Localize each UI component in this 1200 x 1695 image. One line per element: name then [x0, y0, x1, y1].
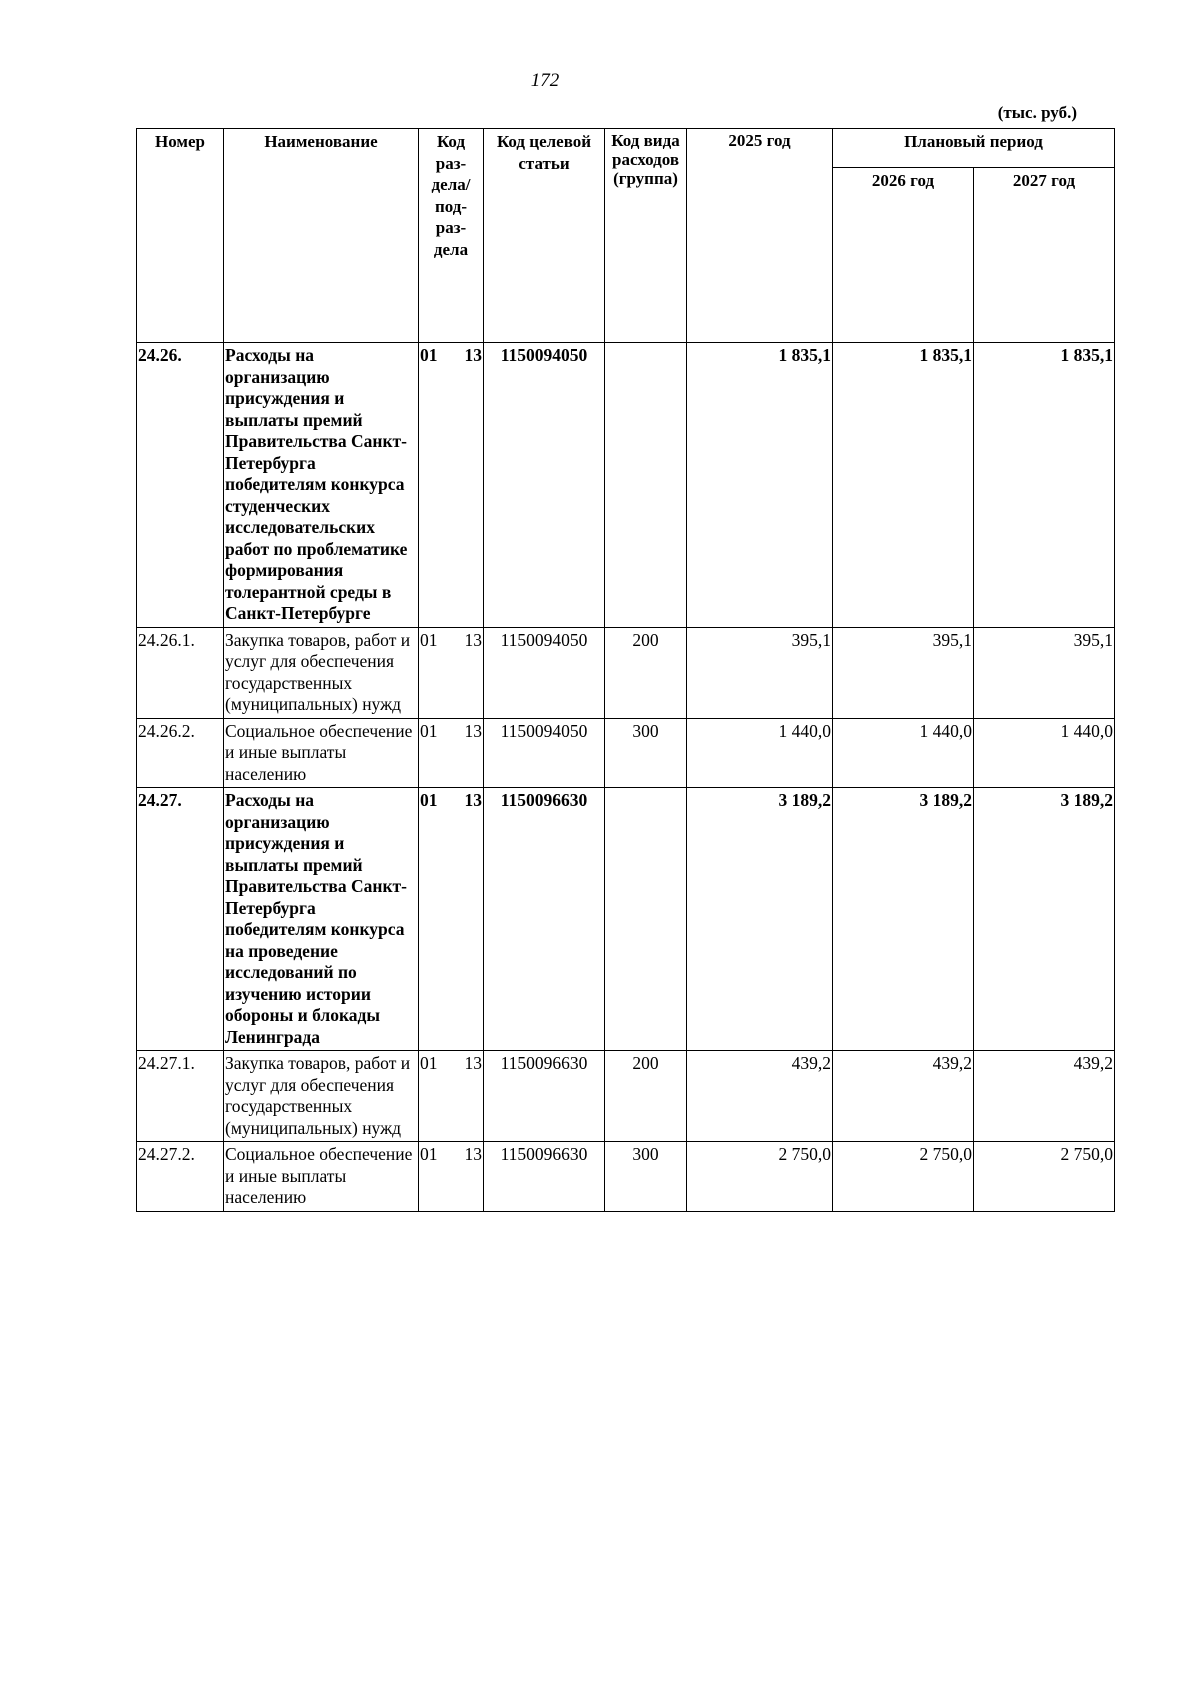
header-year-2026: 2026 год: [833, 168, 974, 343]
row-value-2026: 395,1: [833, 627, 974, 718]
row-value-2025: 3 189,2: [687, 788, 833, 1051]
row-value-2025: 439,2: [687, 1051, 833, 1142]
row-value-2026: 3 189,2: [833, 788, 974, 1051]
subsection-code: 13: [464, 720, 482, 741]
section-code: 01: [420, 720, 438, 741]
section-code: 01: [420, 1053, 438, 1073]
header-year-2027: 2027 год: [974, 168, 1115, 343]
section-code: 01: [420, 790, 438, 810]
row-value-2026: 1 835,1: [833, 343, 974, 628]
row-number: 24.26.: [137, 343, 224, 628]
row-name: Социальное обеспечение и иные выплаты населению: [224, 718, 419, 788]
budget-table: [136, 128, 1115, 1212]
header-number: Номер: [137, 129, 224, 343]
table-body: [137, 343, 1115, 1212]
row-target-code: 1150096630: [484, 788, 605, 1051]
table-row: [137, 718, 1115, 788]
row-number: 24.27.1.: [137, 1051, 224, 1142]
row-value-2027: 3 189,2: [974, 788, 1115, 1051]
section-code: 01: [420, 1144, 438, 1164]
row-value-2025: 1 835,1: [687, 343, 833, 628]
table-row: [137, 1051, 1115, 1142]
row-value-2027: 2 750,0: [974, 1142, 1115, 1212]
row-value-2025: 2 750,0: [687, 1142, 833, 1212]
row-name: Социальное обеспечение и иные выплаты населению: [224, 1142, 419, 1212]
row-name: Расходы на организацию присуждения и выплаты премий Правительства Санкт-Петербурга победителям конкурса студенческих исследовательских работ по проблематике формирования толерантной среды в Санкт-Петербурге: [224, 343, 419, 628]
header-target-code: Код целевой статьи: [484, 129, 605, 343]
section-code: 01: [420, 629, 438, 650]
row-number: 24.27.2.: [137, 1142, 224, 1212]
row-name: Закупка товаров, работ и услуг для обеспечения государственных (муниципальных) нужд: [224, 1051, 419, 1142]
row-value-2027: 395,1: [974, 627, 1115, 718]
row-target-code: 1150094050: [484, 343, 605, 628]
subsection-code: 13: [464, 1053, 482, 1073]
row-target-code: 1150094050: [484, 718, 605, 788]
row-expense-type: 300: [605, 718, 687, 788]
row-expense-type: [605, 788, 687, 1051]
row-section-code: [419, 788, 484, 1051]
subsection-code: 13: [464, 790, 482, 810]
table-row: [137, 627, 1115, 718]
row-expense-type: 200: [605, 1051, 687, 1142]
row-expense-type: 200: [605, 627, 687, 718]
header-name: Наименование: [224, 129, 419, 343]
page-number: 172: [530, 70, 560, 91]
row-number: 24.26.2.: [137, 718, 224, 788]
row-expense-type: 300: [605, 1142, 687, 1212]
row-target-code: 1150094050: [484, 627, 605, 718]
row-section-code: [419, 1142, 484, 1212]
row-name: Закупка товаров, работ и услуг для обеспечения государственных (муниципальных) нужд: [224, 627, 419, 718]
header-planned-period: Плановый период: [833, 129, 1115, 168]
row-number: 24.26.1.: [137, 627, 224, 718]
header-expense-type: Код вида расходов (группа): [605, 129, 687, 343]
row-value-2026: 2 750,0: [833, 1142, 974, 1212]
row-value-2025: 395,1: [687, 627, 833, 718]
subsection-code: 13: [464, 1144, 482, 1164]
table-row: [137, 788, 1115, 1051]
row-target-code: 1150096630: [484, 1051, 605, 1142]
units-label: (тыс. руб.): [997, 103, 1077, 122]
row-section-code: [419, 718, 484, 788]
header-year-2025: 2025 год: [687, 129, 833, 343]
row-number: 24.27.: [137, 788, 224, 1051]
row-section-code: [419, 1051, 484, 1142]
row-value-2026: 1 440,0: [833, 718, 974, 788]
row-value-2027: 1 440,0: [974, 718, 1115, 788]
table-row: [137, 1142, 1115, 1212]
table-row: [137, 343, 1115, 628]
subsection-code: 13: [464, 629, 482, 650]
row-section-code: [419, 343, 484, 628]
row-target-code: 1150096630: [484, 1142, 605, 1212]
row-value-2025: 1 440,0: [687, 718, 833, 788]
row-value-2026: 439,2: [833, 1051, 974, 1142]
row-name: Расходы на организацию присуждения и выплаты премий Правительства Санкт-Петербурга победителям конкурса на проведение исследований по изучению истории обороны и блокады Ленинграда: [224, 788, 419, 1051]
section-code: 01: [420, 345, 438, 365]
subsection-code: 13: [464, 345, 482, 365]
header-section-code: Код раз-дела/ под-раз-дела: [419, 129, 484, 343]
row-section-code: [419, 627, 484, 718]
row-value-2027: 1 835,1: [974, 343, 1115, 628]
row-value-2027: 439,2: [974, 1051, 1115, 1142]
row-expense-type: [605, 343, 687, 628]
